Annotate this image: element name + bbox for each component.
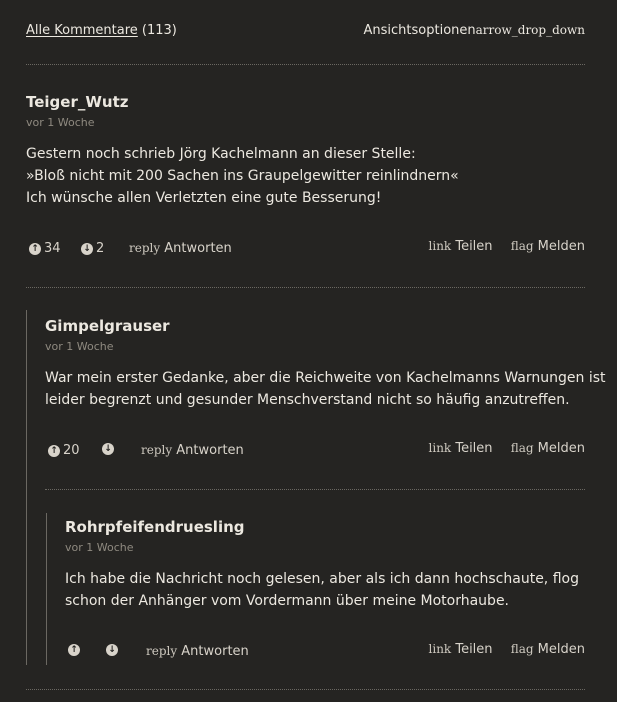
link-icon: link — [428, 642, 452, 656]
report-label: Melden — [537, 239, 585, 254]
upvote-button[interactable] — [48, 443, 80, 458]
downvote-count: 2 — [96, 241, 105, 256]
comment-author[interactable]: Gimpelgrauser — [45, 317, 170, 335]
downvote-button[interactable] — [102, 443, 114, 455]
comment-author[interactable]: Rohrpfeifendruesling — [65, 518, 245, 536]
reply-button[interactable] — [129, 241, 232, 256]
report-button[interactable] — [511, 239, 585, 254]
upvote-button[interactable] — [68, 644, 80, 656]
comment-text-line: Ich habe die Nachricht noch gelesen, aber als ich dann hochschaute, flog — [65, 571, 579, 587]
reply-button[interactable] — [146, 644, 249, 659]
share-label: Teilen — [455, 642, 493, 657]
comment-body — [65, 568, 585, 612]
comment-body — [45, 367, 606, 411]
view-options-button[interactable] — [364, 23, 585, 38]
comment-text-line: »Bloß nicht mit 200 Sachen ins Graupelgewitter reinlindnern« — [26, 168, 459, 184]
arrow-up-icon: ↑ — [29, 243, 41, 255]
comment-text-line: War mein erster Gedanke, aber die Reichweite von Kachelmanns Warnungen ist — [45, 370, 606, 386]
downvote-button[interactable] — [81, 241, 104, 256]
arrow-down-icon: ↓ — [81, 243, 93, 255]
arrow-up-icon: ↑ — [48, 445, 60, 457]
comments-header — [26, 22, 585, 42]
reply-icon: reply — [146, 644, 178, 658]
share-button[interactable] — [429, 642, 493, 657]
comment-date: vor 1 Woche — [45, 340, 114, 353]
reply-label: Antworten — [181, 644, 249, 659]
divider — [26, 287, 585, 288]
divider — [26, 64, 585, 65]
comment-reply — [45, 317, 606, 411]
reply-label: Antworten — [164, 241, 232, 256]
comment-meta-actions — [415, 441, 585, 456]
divider — [45, 489, 585, 490]
comment-date: vor 1 Woche — [26, 116, 95, 129]
comment-actions — [29, 241, 585, 261]
flag-icon: flag — [510, 239, 534, 253]
comment-count: (113) — [141, 23, 177, 38]
share-button[interactable] — [429, 239, 493, 254]
comment-reply — [65, 518, 585, 612]
comment-author[interactable]: Teiger_Wutz — [26, 93, 129, 111]
upvote-count: 34 — [44, 241, 61, 256]
comment-date: vor 1 Woche — [65, 541, 134, 554]
comment-text-line: Ich wünsche allen Verletzten eine gute Besserung! — [26, 190, 382, 206]
all-comments-heading — [26, 23, 177, 38]
comment-text-line: leider begrenzt und gesunder Menschverstand nicht so häufig anzutreffen. — [45, 392, 570, 408]
comment-meta-actions — [415, 239, 585, 254]
report-button[interactable] — [511, 441, 585, 456]
downvote-button[interactable] — [106, 644, 118, 656]
upvote-button[interactable] — [29, 241, 61, 256]
link-icon: link — [428, 441, 452, 455]
reply-button[interactable] — [141, 443, 244, 458]
flag-icon: flag — [510, 441, 534, 455]
comment — [26, 93, 585, 209]
report-label: Melden — [537, 441, 585, 456]
comment-meta-actions — [415, 642, 585, 657]
reply-icon: reply — [141, 443, 173, 457]
comment-body — [26, 143, 585, 209]
share-button[interactable] — [429, 441, 493, 456]
upvote-count: 20 — [63, 443, 80, 458]
share-label: Teilen — [455, 441, 493, 456]
comment-text-line: Gestern noch schrieb Jörg Kachelmann an dieser Stelle: — [26, 146, 416, 162]
reply-icon: reply — [129, 241, 161, 255]
share-label: Teilen — [455, 239, 493, 254]
link-icon: link — [428, 239, 452, 253]
comment-text-line: schon der Anhänger vom Vordermann über meine Motorhaube. — [65, 593, 510, 609]
divider — [26, 689, 585, 690]
arrow-up-icon: ↑ — [68, 644, 80, 656]
reply-label: Antworten — [176, 443, 244, 458]
comment-actions — [68, 644, 585, 664]
comment-actions — [48, 443, 585, 463]
report-label: Melden — [537, 642, 585, 657]
thread-line — [26, 310, 27, 665]
arrow-drop-down-icon: arrow_drop_down — [475, 23, 585, 37]
arrow-down-icon: ↓ — [102, 443, 114, 455]
flag-icon: flag — [510, 642, 534, 656]
view-options-label: Ansichtsoptionen — [363, 23, 476, 38]
arrow-down-icon: ↓ — [106, 644, 118, 656]
thread-line — [46, 513, 47, 665]
all-comments-link[interactable]: Alle Kommentare — [26, 23, 138, 38]
report-button[interactable] — [511, 642, 585, 657]
